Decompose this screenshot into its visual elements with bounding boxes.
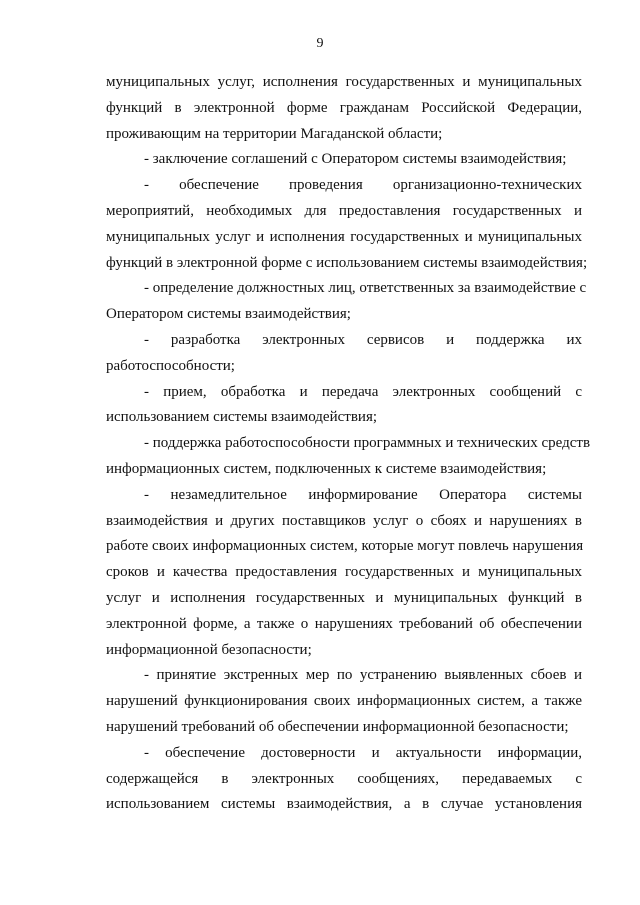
text-line: - незамедлительное информирование Оператора системы bbox=[144, 486, 582, 503]
text-line: содержащейся в электронных сообщениях, передаваемых с bbox=[106, 770, 582, 787]
text-line: электронной форме, а также о нарушениях требований об обеспечении bbox=[106, 615, 582, 632]
text-line: работоспособности; bbox=[106, 357, 235, 374]
text-line: сроков и качества предоставления государственных и муниципальных bbox=[106, 564, 582, 581]
text-line: работе своих информационных систем, которые могут повлечь нарушения bbox=[106, 538, 584, 555]
text-line: - прием, обработка и передача электронных сообщений с bbox=[144, 383, 582, 400]
page-number: 9 bbox=[316, 36, 324, 51]
text-line: услуг и исполнения государственных и муниципальных функций в bbox=[106, 589, 582, 606]
text-line: проживающим на территории Магаданской области; bbox=[106, 125, 443, 142]
text-line: - поддержка работоспособности программных и технических средств bbox=[144, 435, 591, 452]
text-line: использованием системы взаимодействия; bbox=[106, 409, 378, 426]
text-line: использованием системы взаимодействия, а в случае установления bbox=[106, 796, 582, 813]
text-line: - разработка электронных сервисов и поддержка их bbox=[144, 331, 582, 348]
text-line: - обеспечение достоверности и актуальности информации, bbox=[144, 744, 582, 761]
text-line: Оператором системы взаимодействия; bbox=[106, 306, 351, 323]
text-line: нарушений функционирования своих информационных систем, а также bbox=[106, 693, 582, 710]
text-line: муниципальных услуг и исполнения государственных и муниципальных bbox=[106, 228, 582, 245]
document-body bbox=[106, 70, 591, 818]
text-line: - принятие экстренных мер по устранению выявленных сбоев и bbox=[144, 667, 582, 684]
text-line: функций в электронной форме гражданам Российской Федерации, bbox=[106, 99, 582, 116]
text-line: информационных систем, подключенных к системе взаимодействия; bbox=[106, 460, 547, 477]
text-line: муниципальных услуг, исполнения государственных и муниципальных bbox=[106, 74, 582, 90]
text-line: - заключение соглашений с Оператором системы взаимодействия; bbox=[144, 151, 567, 168]
text-line: информационной безопасности; bbox=[106, 641, 312, 658]
text-line: взаимодействия и других поставщиков услуг о сбоях и нарушениях в bbox=[106, 512, 582, 529]
text-line: функций в электронной форме с использованием системы взаимодействия; bbox=[106, 254, 588, 271]
text-line: мероприятий, необходимых для предоставления государственных и bbox=[106, 202, 582, 219]
text-line: - обеспечение проведения организационно-технических bbox=[144, 177, 582, 194]
text-line: - определение должностных лиц, ответственных за взаимодействие с bbox=[144, 280, 587, 297]
text-line: нарушений требований об обеспечении информационной безопасности; bbox=[106, 718, 569, 735]
